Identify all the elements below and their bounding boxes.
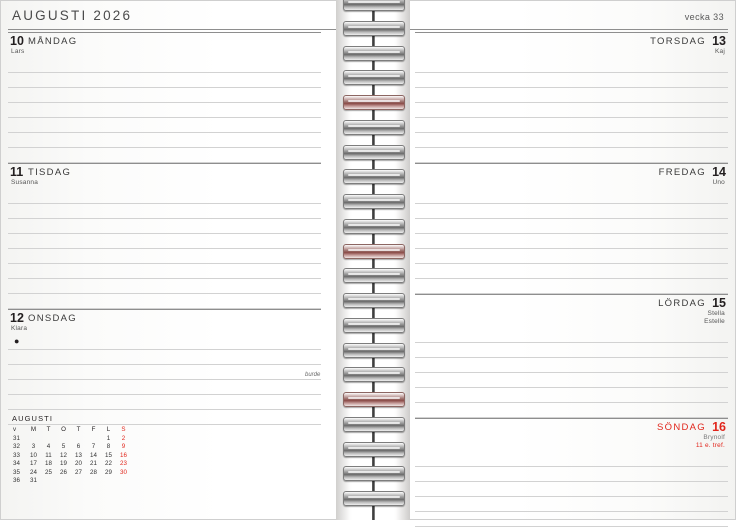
mini-calendar-week-cell: 34 bbox=[13, 460, 20, 467]
binding-ring bbox=[343, 491, 405, 506]
mini-calendar-day-cell[interactable]: 25 bbox=[45, 468, 52, 476]
writing-line[interactable] bbox=[415, 403, 728, 418]
mini-calendar-header-cell: T bbox=[46, 426, 51, 433]
mini-calendar-header-cell: T bbox=[76, 426, 81, 433]
writing-line[interactable] bbox=[415, 373, 728, 388]
day-header bbox=[8, 310, 321, 325]
writing-line[interactable] bbox=[8, 335, 321, 350]
name-day-entry: Kaj bbox=[715, 48, 725, 55]
writing-line[interactable] bbox=[415, 343, 728, 358]
mini-calendar-day-cell[interactable]: 9 bbox=[121, 443, 126, 450]
writing-line[interactable] bbox=[415, 467, 728, 482]
binding-ring bbox=[343, 417, 405, 432]
name-day-list bbox=[8, 179, 321, 189]
day-header bbox=[415, 33, 728, 48]
writing-line[interactable] bbox=[415, 133, 728, 148]
writing-line[interactable] bbox=[8, 234, 321, 249]
writing-line[interactable] bbox=[8, 350, 321, 365]
name-day-entry: Klara bbox=[11, 325, 28, 332]
binding-ring bbox=[343, 318, 405, 333]
writing-line[interactable] bbox=[8, 118, 321, 133]
writing-lines[interactable] bbox=[415, 328, 728, 418]
mini-calendar-day-cell[interactable]: 17 bbox=[30, 460, 37, 467]
binding-ring bbox=[343, 145, 405, 160]
day-weekday-label: FREDAG bbox=[658, 167, 706, 178]
binding-ring bbox=[343, 244, 405, 259]
mini-calendar-day-cell[interactable]: 28 bbox=[90, 468, 97, 476]
day-block bbox=[415, 163, 728, 294]
binding-ring bbox=[343, 293, 405, 308]
mini-calendar-day-cell[interactable]: 5 bbox=[61, 443, 66, 450]
writing-line[interactable] bbox=[8, 395, 321, 410]
writing-line[interactable] bbox=[8, 380, 321, 395]
name-day-entry: Estelle bbox=[704, 318, 725, 325]
day-block bbox=[415, 294, 728, 418]
writing-line[interactable] bbox=[8, 73, 321, 88]
writing-line[interactable] bbox=[415, 58, 728, 73]
writing-lines[interactable] bbox=[8, 58, 321, 163]
name-day-entry: Uno bbox=[712, 179, 725, 186]
mini-calendar-week-cell: 36 bbox=[13, 477, 20, 484]
mini-calendar-day-cell[interactable] bbox=[41, 435, 56, 444]
mini-calendar-day-cell[interactable]: 14 bbox=[90, 451, 97, 459]
mini-calendar-day-cell[interactable]: 31 bbox=[30, 477, 37, 484]
writing-line[interactable] bbox=[415, 264, 728, 279]
week-number: vecka 33 bbox=[684, 12, 724, 22]
brand-note: burde bbox=[305, 372, 321, 378]
mini-calendar-day-cell[interactable]: 15 bbox=[105, 451, 112, 459]
mini-calendar-day-cell[interactable] bbox=[86, 435, 101, 444]
day-weekday-label: TORSDAG bbox=[650, 36, 706, 47]
writing-lines[interactable] bbox=[8, 189, 321, 309]
writing-line[interactable] bbox=[8, 219, 321, 234]
day-weekday-label: MÅNDAG bbox=[28, 36, 78, 47]
name-day-list bbox=[415, 434, 728, 452]
name-day-entry: Brynolf bbox=[703, 434, 725, 441]
mini-calendar-row bbox=[12, 460, 131, 469]
writing-line[interactable] bbox=[8, 365, 321, 380]
writing-line[interactable] bbox=[415, 497, 728, 512]
name-day-list bbox=[8, 325, 321, 335]
day-number: 14 bbox=[712, 165, 726, 179]
mini-calendar-header-cell: L bbox=[106, 426, 111, 433]
day-number: 10 bbox=[10, 34, 24, 48]
binding-ring bbox=[343, 21, 405, 36]
day-number: 13 bbox=[712, 34, 726, 48]
mini-calendar bbox=[12, 414, 131, 486]
mini-calendar-day-cell[interactable] bbox=[56, 477, 71, 486]
writing-line[interactable] bbox=[415, 388, 728, 403]
mini-calendar-week-cell: 31 bbox=[13, 434, 20, 442]
name-day-entry: Lars bbox=[11, 48, 25, 55]
day-block bbox=[8, 163, 321, 309]
mini-calendar-day-cell[interactable]: 1 bbox=[106, 434, 111, 442]
writing-line[interactable] bbox=[415, 204, 728, 219]
mini-calendar-day-cell[interactable]: 23 bbox=[120, 460, 127, 467]
writing-line[interactable] bbox=[415, 148, 728, 163]
day-block bbox=[415, 32, 728, 163]
mini-calendar-header-cell: O bbox=[61, 426, 66, 433]
mini-calendar-day-cell[interactable]: 29 bbox=[105, 468, 112, 476]
mini-calendar-day-cell[interactable]: 27 bbox=[75, 468, 82, 476]
writing-line[interactable] bbox=[415, 358, 728, 373]
mini-calendar-day-cell[interactable] bbox=[116, 477, 131, 486]
mini-calendar-day-cell[interactable]: 12 bbox=[60, 451, 67, 459]
writing-line[interactable] bbox=[415, 279, 728, 294]
mini-calendar-day-cell[interactable]: 20 bbox=[75, 460, 82, 467]
mini-calendar-day-cell[interactable] bbox=[101, 477, 116, 486]
mini-calendar-day-cell[interactable] bbox=[26, 435, 41, 444]
mini-calendar-day-cell[interactable]: 13 bbox=[75, 451, 82, 459]
binding-ring bbox=[343, 70, 405, 85]
mini-calendar-day-cell[interactable]: 11 bbox=[45, 451, 52, 459]
writing-lines[interactable] bbox=[415, 58, 728, 163]
day-weekday-label: SÖNDAG bbox=[657, 422, 706, 433]
name-day-list bbox=[415, 48, 728, 58]
mini-calendar-day-cell[interactable]: 24 bbox=[30, 468, 37, 476]
writing-line[interactable] bbox=[415, 118, 728, 133]
writing-line[interactable] bbox=[415, 219, 728, 234]
writing-line[interactable] bbox=[8, 103, 321, 118]
day-header bbox=[415, 419, 728, 434]
writing-line[interactable] bbox=[8, 133, 321, 148]
day-weekday-label: TISDAG bbox=[28, 167, 72, 178]
mini-calendar-day-cell[interactable]: 16 bbox=[120, 451, 127, 459]
writing-line[interactable] bbox=[8, 249, 321, 264]
mini-calendar-row bbox=[12, 469, 131, 478]
mini-calendar-day-cell[interactable] bbox=[56, 435, 71, 444]
day-header bbox=[8, 33, 321, 48]
binding-ring bbox=[343, 169, 405, 184]
mini-calendar-header-cell: F bbox=[91, 426, 96, 433]
writing-line[interactable] bbox=[8, 58, 321, 73]
mini-calendar-week-cell: 32 bbox=[13, 443, 20, 450]
mini-calendar-header-cell: M bbox=[30, 426, 37, 433]
writing-lines[interactable] bbox=[415, 452, 728, 527]
day-block bbox=[8, 309, 321, 425]
binding-ring bbox=[343, 442, 405, 457]
writing-line[interactable] bbox=[8, 189, 321, 204]
writing-line[interactable] bbox=[8, 294, 321, 309]
day-header bbox=[8, 164, 321, 179]
binding-ring bbox=[343, 392, 405, 407]
mini-calendar-day-cell[interactable]: 10 bbox=[30, 451, 37, 459]
mini-calendar-day-cell[interactable] bbox=[86, 477, 101, 486]
binding-ring bbox=[343, 219, 405, 234]
day-number: 15 bbox=[712, 296, 726, 310]
day-header bbox=[415, 295, 728, 310]
left-page-column bbox=[8, 32, 321, 425]
writing-line[interactable] bbox=[8, 279, 321, 294]
mini-calendar-day-cell[interactable]: 6 bbox=[76, 443, 81, 450]
binding-ring bbox=[343, 46, 405, 61]
mini-calendar-day-cell[interactable]: 22 bbox=[105, 460, 112, 467]
mini-calendar-day-cell[interactable]: 8 bbox=[106, 443, 111, 450]
mini-calendar-title: AUGUSTI bbox=[12, 414, 54, 423]
writing-line[interactable] bbox=[415, 249, 728, 264]
spiral-binding bbox=[336, 0, 410, 520]
mini-calendar-day-cell[interactable] bbox=[71, 477, 86, 486]
writing-line[interactable] bbox=[415, 328, 728, 343]
mini-calendar-table bbox=[12, 426, 131, 486]
mini-calendar-week-cell: 33 bbox=[13, 451, 20, 459]
mini-calendar-day-cell[interactable]: 26 bbox=[60, 468, 67, 476]
writing-line[interactable] bbox=[8, 204, 321, 219]
writing-line[interactable] bbox=[415, 234, 728, 249]
name-day-list bbox=[8, 48, 321, 58]
writing-line[interactable] bbox=[415, 189, 728, 204]
writing-line[interactable] bbox=[415, 103, 728, 118]
mini-calendar-day-cell[interactable]: 2 bbox=[121, 434, 126, 442]
name-day-entry: Susanna bbox=[11, 179, 39, 186]
writing-lines[interactable] bbox=[415, 189, 728, 294]
day-block bbox=[415, 418, 728, 527]
writing-lines[interactable] bbox=[8, 335, 321, 425]
mini-calendar-row bbox=[12, 443, 131, 452]
binding-ring bbox=[343, 268, 405, 283]
mini-calendar-header-cell: S bbox=[121, 426, 126, 433]
mini-calendar-day-cell[interactable]: 21 bbox=[90, 460, 97, 467]
mini-calendar-day-cell[interactable]: 7 bbox=[91, 443, 96, 450]
mini-calendar-header-cell: v bbox=[13, 426, 17, 433]
day-number: 11 bbox=[10, 165, 24, 179]
mini-calendar-day-cell[interactable]: 18 bbox=[45, 460, 52, 467]
writing-line[interactable] bbox=[8, 264, 321, 279]
day-number: 12 bbox=[10, 311, 24, 325]
name-day-entry: 11 e. tref. bbox=[695, 442, 725, 449]
right-page-column bbox=[415, 32, 728, 527]
mini-calendar-day-cell[interactable] bbox=[41, 477, 56, 486]
day-weekday-label: LÖRDAG bbox=[658, 298, 706, 309]
writing-line[interactable] bbox=[415, 482, 728, 497]
mini-calendar-row bbox=[12, 435, 131, 444]
mini-calendar-day-cell[interactable] bbox=[71, 435, 86, 444]
writing-line[interactable] bbox=[415, 452, 728, 467]
mini-calendar-row bbox=[12, 477, 131, 486]
mini-calendar-row bbox=[12, 452, 131, 461]
name-day-list bbox=[415, 310, 728, 328]
binding-ring bbox=[343, 194, 405, 209]
mini-calendar-week-cell: 35 bbox=[13, 468, 20, 476]
day-header bbox=[415, 164, 728, 179]
writing-line[interactable] bbox=[415, 88, 728, 103]
binding-ring bbox=[343, 343, 405, 358]
binding-ring bbox=[343, 95, 405, 110]
month-title: AUGUSTI 2026 bbox=[12, 8, 133, 23]
binding-ring bbox=[343, 367, 405, 382]
writing-line[interactable] bbox=[415, 73, 728, 88]
day-block bbox=[8, 32, 321, 163]
name-day-entry: Stella bbox=[707, 310, 725, 317]
event-bullet: ● bbox=[14, 336, 20, 346]
binding-ring bbox=[343, 0, 405, 11]
mini-calendar-day-cell[interactable]: 3 bbox=[31, 443, 36, 450]
mini-calendar-day-cell[interactable]: 4 bbox=[46, 443, 51, 450]
mini-calendar-day-cell[interactable]: 30 bbox=[120, 468, 127, 476]
mini-calendar-header-row bbox=[12, 426, 131, 435]
name-day-list bbox=[415, 179, 728, 189]
mini-calendar-day-cell[interactable]: 19 bbox=[60, 460, 67, 467]
writing-line[interactable] bbox=[8, 88, 321, 103]
binding-ring bbox=[343, 120, 405, 135]
day-number: 16 bbox=[712, 420, 726, 434]
binding-ring bbox=[343, 466, 405, 481]
day-weekday-label: ONSDAG bbox=[28, 313, 77, 324]
writing-line[interactable] bbox=[8, 148, 321, 163]
